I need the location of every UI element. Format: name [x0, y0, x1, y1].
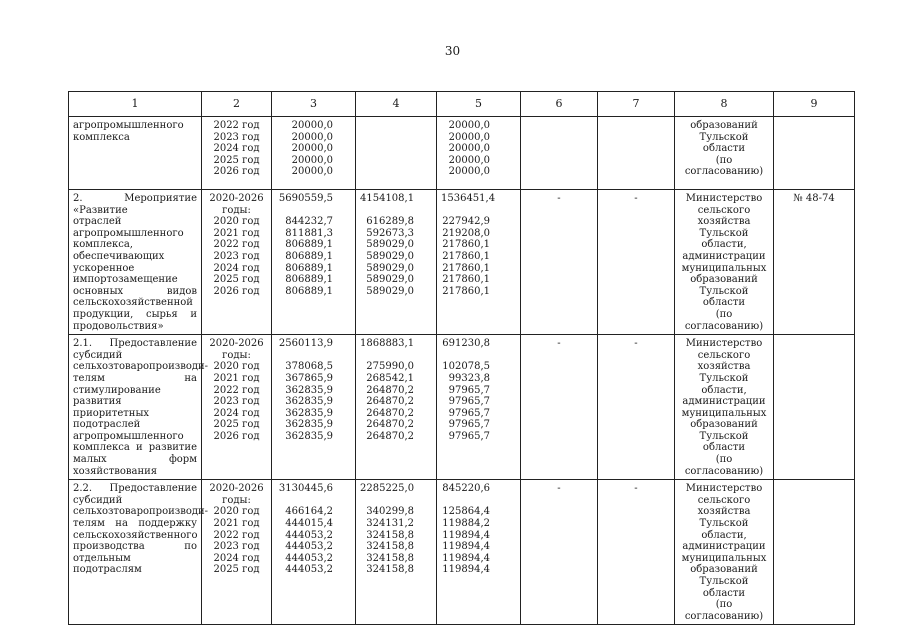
regional-budget-cell-line: 219208,0 — [442, 227, 490, 239]
executor-cell-line: Тульской области, — [699, 518, 749, 541]
total-cell-line: 444015,4 — [285, 518, 333, 530]
col6-cell: - — [521, 190, 598, 335]
total-cell-line — [276, 350, 333, 362]
executor-cell-line: Тульской области, — [699, 227, 749, 251]
total-cell-line: 844232,7 — [285, 216, 333, 228]
total-cell-line: 444053,2 — [285, 541, 333, 553]
period-cell-line: 2021 год — [213, 518, 260, 530]
regional-budget-cell-line: 217860,1 — [442, 262, 490, 274]
regional-budget-cell-line: 99323,8 — [448, 372, 490, 384]
executor-cell-line: образований — [690, 564, 758, 576]
executor-cell-line: администрации — [682, 250, 766, 262]
total-cell-line — [276, 495, 333, 507]
executor-cell — [675, 335, 774, 480]
total-cell-line: 20000,0 — [291, 166, 333, 178]
col7-cell — [598, 117, 675, 190]
executor-cell-line: (по согласованию) — [684, 454, 764, 477]
period-cell-line: 2020 год — [213, 506, 260, 518]
total-cell-line: 378068,5 — [285, 361, 333, 373]
federal-budget-cell-line: 4154108,1 — [360, 193, 415, 204]
regional-budget-cell-line: 119884,2 — [442, 518, 490, 530]
header-col-5: 5 — [437, 92, 521, 117]
col6-cell — [521, 117, 598, 190]
period-cell-line: 2025 год — [213, 274, 260, 286]
federal-budget-cell — [356, 335, 437, 480]
col7-cell: - — [598, 480, 675, 625]
federal-budget-cell-line: 324131,2 — [366, 518, 414, 530]
regional-budget-cell-line: 217860,1 — [442, 274, 490, 286]
activity-name-cell-line: комплекса — [73, 131, 130, 143]
federal-budget-cell-line: 592673,3 — [366, 227, 414, 239]
activity-name-cell — [69, 190, 202, 335]
activity-name-cell-line: импортозамещение — [73, 274, 178, 286]
activity-name-cell-line: отраслей — [73, 216, 122, 228]
federal-budget-cell-line: 589029,0 — [366, 239, 414, 251]
total-cell-line: 3130445,6 — [278, 483, 333, 495]
regional-budget-cell-line: 20000,0 — [448, 131, 490, 143]
total-cell-line: 362835,9 — [285, 430, 333, 442]
activity-name-cell-line: комплекса и развитие — [73, 442, 197, 454]
regional-budget-cell — [437, 480, 521, 625]
federal-budget-cell-line: 264870,2 — [366, 384, 414, 396]
period-cell — [202, 480, 272, 625]
total-cell-line: 367865,9 — [285, 372, 333, 384]
period-cell-line: 2023 год — [213, 250, 260, 262]
activity-name-cell-line: комплекса, — [73, 239, 133, 251]
table-row — [69, 480, 855, 625]
total-cell-line: 806889,1 — [285, 250, 333, 262]
regional-budget-cell-line: 217860,1 — [442, 285, 490, 297]
federal-budget-cell-line: 275990,0 — [366, 361, 414, 373]
indicator-ref-cell: № 48-74 — [774, 190, 855, 335]
activity-name-cell — [69, 335, 209, 480]
total-cell-line — [276, 205, 333, 217]
regional-budget-cell-line: 845220,6 — [442, 483, 490, 495]
regional-budget-cell — [437, 335, 521, 480]
regional-budget-cell-line: 20000,0 — [448, 166, 490, 178]
total-cell-line: 444053,2 — [285, 529, 333, 541]
activity-name-cell-line: 2.1. Предоставление — [73, 338, 197, 350]
activity-name-cell-line: обеспечивающих — [73, 250, 165, 262]
total-cell-line: 362835,9 — [285, 396, 333, 408]
executor-cell-line: образований — [690, 120, 758, 131]
federal-budget-cell — [356, 117, 437, 190]
regional-budget-cell-line — [441, 350, 490, 362]
period-cell-line: 2021 год — [213, 227, 260, 239]
regional-budget-cell-line: 119894,4 — [442, 529, 490, 541]
activity-name-cell-line: продовольствия» — [73, 320, 164, 332]
period-cell-line: 2026 год — [213, 166, 260, 178]
regional-budget-cell-line: 97965,7 — [448, 419, 490, 431]
executor-cell-line: (по согласованию) — [684, 154, 764, 178]
federal-budget-cell-line — [360, 495, 414, 507]
period-cell-line: годы: — [222, 494, 251, 506]
activity-name-cell-line: сельскохозяйственного — [73, 529, 198, 541]
federal-budget-cell-line: 324158,8 — [366, 552, 414, 564]
total-cell-line: 20000,0 — [291, 143, 333, 155]
federal-budget-cell-line: 264870,2 — [366, 407, 414, 419]
period-cell-line: 2024 год — [213, 143, 260, 155]
activity-name-cell-line: сельхозтоваропроизводи- — [73, 361, 209, 373]
activity-name-cell-line: производства по — [73, 541, 197, 553]
executor-cell-line: сельского хозяйства — [697, 494, 751, 518]
table-row — [69, 117, 855, 190]
activity-name-cell-line: субсидий — [73, 494, 123, 506]
regional-budget-cell-line: 217860,1 — [442, 239, 490, 251]
col7-cell: - — [598, 190, 675, 335]
period-cell-line: 2021 год — [213, 372, 260, 384]
total-cell-line: 2560113,9 — [278, 338, 333, 350]
executor-cell-line: администрации — [682, 541, 766, 553]
federal-budget-cell-line: 264870,2 — [366, 419, 414, 431]
period-cell-line: 2020-2026 — [209, 193, 264, 204]
activity-name-cell-line: 2. Мероприятие «Развитие — [73, 193, 197, 216]
activity-name-cell-line: телям на стимулирование — [73, 372, 197, 396]
period-cell-line: 2020-2026 — [209, 483, 264, 495]
federal-budget-cell-line: 324158,8 — [366, 564, 414, 576]
total-cell-line: 444053,2 — [285, 564, 333, 576]
federal-budget-cell-line: 589029,0 — [366, 274, 414, 286]
executor-cell-line: (по согласованию) — [684, 308, 764, 332]
col6-cell: - — [521, 480, 598, 625]
total-cell-line: 806889,1 — [285, 239, 333, 251]
indicator-ref-cell — [774, 117, 855, 190]
total-cell — [272, 190, 356, 335]
federal-budget-cell-line: 2285225,0 — [360, 483, 415, 495]
executor-cell-line: Тульской области — [699, 576, 749, 599]
period-cell-line: 2026 год — [213, 285, 260, 297]
header-col-6: 6 — [521, 92, 598, 117]
period-cell-line: 2024 год — [213, 262, 260, 274]
executor-cell-line: сельского хозяйства — [697, 204, 751, 228]
col7-cell: - — [598, 335, 675, 480]
period-cell-line: 2022 год — [213, 384, 260, 396]
activity-name-cell-line: субсидий — [73, 349, 123, 361]
federal-budget-cell — [356, 190, 437, 335]
regional-budget-cell-line: 1536451,4 — [441, 193, 496, 204]
regional-budget-cell-line: 97965,7 — [448, 396, 490, 408]
regional-budget-cell — [437, 117, 521, 190]
period-cell-line: 2024 год — [213, 407, 260, 419]
federal-budget-cell-line: 268542,1 — [366, 372, 414, 384]
header-col-2: 2 — [202, 92, 272, 117]
regional-budget-cell-line: 20000,0 — [448, 143, 490, 155]
header-col-1: 1 — [69, 92, 202, 117]
activity-name-cell — [69, 480, 209, 625]
total-cell-line: 362835,9 — [285, 419, 333, 431]
total-cell-line: 20000,0 — [291, 120, 333, 131]
activity-name-cell-line: подотраслей — [73, 419, 141, 431]
table-row — [69, 335, 855, 480]
regional-budget-cell-line: 97965,7 — [448, 430, 490, 442]
total-cell-line: 806889,1 — [285, 262, 333, 274]
period-cell-line: 2020 год — [213, 216, 260, 228]
header-col-7: 7 — [598, 92, 675, 117]
executor-cell — [675, 480, 774, 625]
period-cell-line: 2023 год — [213, 541, 260, 553]
federal-budget-cell-line: 324158,8 — [366, 529, 414, 541]
header-row — [69, 92, 855, 117]
activity-name-cell — [69, 117, 202, 190]
federal-budget-cell-line: 324158,8 — [366, 541, 414, 553]
executor-cell — [675, 190, 774, 335]
period-cell-line: 2026 год — [213, 430, 260, 442]
activity-name-cell-line: отдельным подотраслям — [73, 552, 142, 576]
col6-cell: - — [521, 335, 598, 480]
header-col-4: 4 — [356, 92, 437, 117]
period-cell — [202, 117, 272, 190]
federal-budget-cell-line: 1868883,1 — [360, 338, 415, 350]
activity-name-cell-line: сельскохозяйственной — [73, 297, 193, 309]
regional-budget-cell-line: 20000,0 — [448, 154, 490, 166]
period-cell — [202, 335, 272, 480]
activity-name-cell-line: агропромышленного — [73, 120, 184, 131]
executor-cell-line: Министерство — [685, 338, 763, 350]
total-cell — [272, 117, 356, 190]
period-cell-line: 2020 год — [213, 361, 260, 373]
regional-budget-cell-line: 20000,0 — [448, 120, 490, 131]
indicator-ref-cell — [774, 335, 855, 480]
activity-name-cell-line: продукции, сырья и — [73, 308, 197, 320]
table-row — [69, 190, 855, 335]
period-cell-line: 2020-2026 — [209, 338, 264, 350]
executor-cell — [675, 117, 774, 190]
activity-name-cell-line: развития приоритетных — [73, 396, 150, 419]
regional-budget-cell-line: 691230,8 — [442, 338, 490, 350]
executor-cell-line: муниципальных — [681, 262, 767, 274]
activity-name-cell-line: телям на поддержку — [73, 518, 197, 530]
executor-cell-line: образований — [690, 419, 758, 431]
regional-budget-cell-line: 119894,4 — [442, 552, 490, 564]
executor-cell-line: муниципальных — [681, 552, 767, 564]
total-cell-line: 806889,1 — [285, 285, 333, 297]
executor-cell-line: образований — [690, 274, 758, 286]
period-cell-line: годы: — [222, 349, 251, 361]
regional-budget-cell-line: 125864,4 — [442, 506, 490, 518]
period-cell-line: годы: — [222, 204, 251, 216]
activity-name-cell-line: агропромышленного — [73, 430, 184, 442]
period-cell-line: 2023 год — [213, 131, 260, 143]
period-cell-line: 2022 год — [213, 529, 260, 541]
activity-name-cell-line: сельхозтоваропроизводи- — [73, 506, 209, 518]
executor-cell-line: Министерство — [685, 483, 763, 495]
federal-budget-cell-line: 589029,0 — [366, 250, 414, 262]
executor-cell-line: Тульской области — [699, 131, 749, 155]
activity-name-cell-line: малых форм — [73, 454, 197, 466]
program-table — [68, 91, 855, 625]
federal-budget-cell — [356, 480, 437, 625]
federal-budget-cell-line: 264870,2 — [366, 396, 414, 408]
regional-budget-cell-line: 227942,9 — [442, 216, 490, 228]
regional-budget-cell — [437, 190, 521, 335]
federal-budget-cell-line: 616289,8 — [366, 216, 414, 228]
header-col-8: 8 — [675, 92, 774, 117]
executor-cell-line: Тульской области — [699, 285, 749, 309]
period-cell — [202, 190, 272, 335]
indicator-ref-cell — [774, 480, 855, 625]
federal-budget-cell-line: 340299,8 — [366, 506, 414, 518]
total-cell-line: 806889,1 — [285, 274, 333, 286]
period-cell-line: 2025 год — [213, 564, 260, 576]
total-cell-line: 20000,0 — [291, 154, 333, 166]
executor-cell-line: муниципальных — [681, 407, 767, 419]
total-cell-line: 466164,2 — [285, 506, 333, 518]
total-cell-line: 5690559,5 — [278, 193, 333, 204]
period-cell-line: 2025 год — [213, 419, 260, 431]
federal-budget-cell-line: 264870,2 — [366, 430, 414, 442]
total-cell-line: 20000,0 — [291, 131, 333, 143]
total-cell-line: 811881,3 — [285, 227, 333, 239]
regional-budget-cell-line — [441, 205, 490, 217]
activity-name-cell-line: 2.2. Предоставление — [73, 483, 197, 495]
total-cell-line: 362835,9 — [285, 384, 333, 396]
header-col-3: 3 — [272, 92, 356, 117]
period-cell-line: 2022 год — [213, 239, 260, 251]
total-cell-line: 362835,9 — [285, 407, 333, 419]
executor-cell-line: сельского хозяйства — [697, 349, 751, 373]
federal-budget-cell-line — [360, 205, 414, 217]
page-number: 30 — [444, 44, 461, 58]
activity-name-cell-line: хозяйствования — [73, 465, 158, 477]
regional-budget-cell-line: 119894,4 — [442, 541, 490, 553]
period-cell-line: 2025 год — [213, 154, 260, 166]
executor-cell-line: Тульской области — [699, 430, 749, 454]
header-col-9: 9 — [774, 92, 855, 117]
executor-cell-line: администрации — [682, 396, 766, 408]
activity-name-cell-line: агропромышленного — [73, 227, 184, 239]
regional-budget-cell-line — [441, 495, 490, 507]
regional-budget-cell-line: 97965,7 — [448, 407, 490, 419]
activity-name-cell-line: ускоренное — [73, 262, 135, 274]
federal-budget-cell-line: 589029,0 — [366, 285, 414, 297]
regional-budget-cell-line: 102078,5 — [442, 361, 490, 373]
federal-budget-cell-line — [360, 350, 414, 362]
period-cell-line: 2022 год — [213, 120, 260, 131]
total-cell-line: 444053,2 — [285, 552, 333, 564]
regional-budget-cell-line: 119894,4 — [442, 564, 490, 576]
executor-cell-line: Министерство — [685, 193, 763, 204]
regional-budget-cell-line: 217860,1 — [442, 250, 490, 262]
regional-budget-cell-line: 97965,7 — [448, 384, 490, 396]
total-cell — [272, 335, 356, 480]
federal-budget-cell-line: 589029,0 — [366, 262, 414, 274]
activity-name-cell-line: основных видов — [73, 285, 197, 297]
period-cell-line: 2023 год — [213, 396, 260, 408]
total-cell — [272, 480, 356, 625]
executor-cell-line: (по согласованию) — [684, 599, 764, 622]
period-cell-line: 2024 год — [213, 552, 260, 564]
executor-cell-line: Тульской области, — [699, 372, 749, 396]
